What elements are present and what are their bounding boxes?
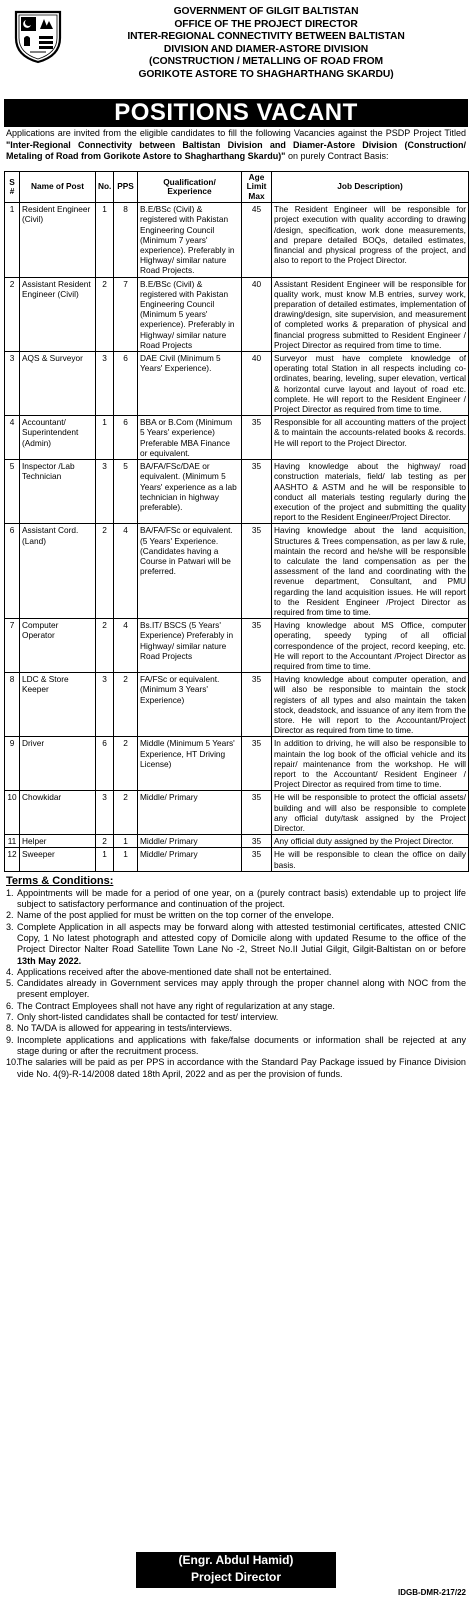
cell-no: 1 (96, 848, 114, 871)
reference-number: IDGB-DMR-217/22 (397, 1588, 466, 1597)
cell-qualification: FA/FSc or equivalent. (Minimum 3 Years' Experience) (138, 673, 242, 737)
cell-sn: 4 (5, 416, 20, 460)
terms-item (6, 1035, 466, 1058)
cell-qualification: BA/FA/FSc or equivalent. (5 Years' Experience. (Candidates having a Course in Patwari will be preferred. (138, 524, 242, 619)
cell-description: Having knowledge about MS Office, computer operating, speedy typing of all official correspondence of the project, record keeping, etc. He will report to the Accountant /Project Director as required from time to time. (272, 619, 469, 673)
cell-no: 3 (96, 460, 114, 524)
cell-qualification: Middle/ Primary (138, 791, 242, 835)
government-emblem-icon (10, 8, 66, 64)
cell-qualification: Middle/ Primary (138, 835, 242, 848)
positions-vacant-banner: POSITIONS VACANT (4, 99, 468, 127)
cell-age: 45 (242, 203, 272, 277)
cell-no: 6 (96, 737, 114, 791)
cell-post: LDC & Store Keeper (20, 673, 96, 737)
header (4, 4, 468, 99)
cell-qualification: Middle/ Primary (138, 848, 242, 871)
cell-post: Accountant/ Superintendent (Admin) (20, 416, 96, 460)
cell-age: 35 (242, 673, 272, 737)
cell-no: 2 (96, 835, 114, 848)
terms-item-number: 9. (6, 1034, 14, 1045)
cell-description: Assistant Resident Engineer will be responsible for quality work, must know M.B entries, survey work, preparation of detailed estimates, implementation of drawing/design, site supervision, and measurement of completed works & preparation of physical and financial progress submitted to Resident Engineer / Project Director as required from time to time. (272, 277, 469, 351)
cell-sn: 1 (5, 203, 20, 277)
cell-age: 40 (242, 352, 272, 416)
cell-post: Inspector /Lab Technician (20, 460, 96, 524)
cell-pps: 8 (114, 203, 138, 277)
positions-table (4, 171, 469, 872)
cell-pps: 6 (114, 416, 138, 460)
col-header-pps: PPS (114, 172, 138, 203)
cell-qualification: B.E/BSc (Civil) & registered with Pakistan Engineering Council (Minimum 7 years' experience). Preferably in Highway/ similar nature Road Projects. (138, 203, 242, 277)
table-row (5, 416, 469, 460)
table-row (5, 203, 469, 277)
cell-post: Resident Engineer (Civil) (20, 203, 96, 277)
cell-qualification: Middle (Minimum 5 Years' Experience, HT Driving License) (138, 737, 242, 791)
header-line: GOVERNMENT OF GILGIT BALTISTAN (173, 6, 359, 17)
cell-post: Chowkidar (20, 791, 96, 835)
cell-age: 35 (242, 737, 272, 791)
header-line: DIVISION AND DIAMER-ASTORE DIVISION (163, 43, 369, 55)
cell-sn: 11 (5, 835, 20, 848)
col-header-sn: S # (5, 172, 20, 203)
col-header-description: Job Description) (272, 172, 469, 203)
cell-sn: 2 (5, 277, 20, 351)
cell-no: 3 (96, 352, 114, 416)
terms-item (6, 1012, 466, 1023)
header-line: INTER-REGIONAL CONNECTIVITY BETWEEN BALTISTAN (127, 31, 405, 43)
terms-item-text: Candidates already in Government services may apply through the proper channel along with NOC from the present employer. (17, 978, 466, 1000)
header-line: OFFICE OF THE PROJECT DIRECTOR (174, 18, 358, 30)
cell-age: 35 (242, 460, 272, 524)
signatory-name: (Engr. Abdul Hamid) (178, 1553, 294, 1567)
cell-description: Having knowledge about the land acquisition, Structures & Trees compensation, as per law & rule, maintain the record and he/she will be responsible to calculate the land compensation as per the assessment of the land and coordinating with the revenue department, Consultant, and PMU regarding the land acquisition issues. He will report to the Resident Engineer /Project Director as required from time to time. (272, 524, 469, 619)
cell-age: 35 (242, 835, 272, 848)
terms-item-text: Appointments will be made for a period of one year, on a (purely contract basis) extendable up to project life subject to satisfactory performance and continuation of the project. (17, 887, 466, 910)
cell-qualification: DAE Civil (Minimum 5 Years' Experience). (138, 352, 242, 416)
cell-age: 35 (242, 416, 272, 460)
table-row (5, 791, 469, 835)
cell-description: Responsible for all accounting matters of the project & to maintain the accounts-related books & records. He will report to the Project Director. (272, 416, 469, 460)
terms-item-number: 3. (6, 921, 14, 932)
terms-title: Terms & Conditions: (6, 874, 114, 887)
table-row (5, 277, 469, 351)
cell-no: 2 (96, 524, 114, 619)
intro-paragraph (4, 127, 468, 171)
cell-post: Assistant Cord. (Land) (20, 524, 96, 619)
cell-pps: 1 (114, 835, 138, 848)
cell-sn: 8 (5, 673, 20, 737)
cell-pps: 6 (114, 352, 138, 416)
header-line: GORIKOTE ASTORE TO SHAGHARTHANG SKARDU) (138, 68, 394, 80)
terms-item-number: 5. (6, 978, 14, 989)
table-row (5, 737, 469, 791)
table-row (5, 835, 469, 848)
cell-qualification: BA/FA/FSc/DAE or equivalent. (Minimum 5 Years' experience as a lab technician in highway preferable). (138, 460, 242, 524)
table-row (5, 619, 469, 673)
deadline-date: 13th May 2022. (17, 955, 82, 966)
cell-description: Having knowledge about computer operation, and will also be responsible to maintain the stock registers of all types and also maintain the taken stock, deadstock, and issuance of any item from the store. He will report to the Accountant/Project Director as required from time to time. (272, 673, 469, 737)
col-header-no: No. (96, 172, 114, 203)
cell-sn: 9 (5, 737, 20, 791)
cell-age: 35 (242, 619, 272, 673)
table-row (5, 673, 469, 737)
cell-sn: 5 (5, 460, 20, 524)
cell-qualification: B.E/BSc (Civil) & registered with Pakistan Engineering Council (Minimum 5 years' experience). Preferably in Highway/ similar nature Road Projects (138, 277, 242, 351)
cell-post: Assistant Resident Engineer (Civil) (20, 277, 96, 351)
cell-description: The Resident Engineer will be responsible for project execution with quality according to drawing /design, specification, work done measurements, and prepare detailed BOQs, detailed estimates, financial and physical progress of the project, and also to report to the Project Director. (272, 203, 469, 277)
terms-item (6, 888, 466, 911)
cell-sn: 3 (5, 352, 20, 416)
cell-age: 35 (242, 848, 272, 871)
table-row (5, 524, 469, 619)
signatory-title: Project Director (190, 1570, 282, 1584)
terms-item (6, 967, 466, 978)
cell-description: Any official duty assigned by the Project Director. (272, 835, 469, 848)
terms-item-text: Name of the post applied for must be written on the top corner of the envelope. (17, 910, 334, 921)
cell-sn: 6 (5, 524, 20, 619)
cell-qualification: Bs.IT/ BSCS (5 Years' Experience) Preferably in Highway/ similar nature Road Projects (138, 619, 242, 673)
cell-pps: 7 (114, 277, 138, 351)
cell-pps: 2 (114, 673, 138, 737)
cell-age: 40 (242, 277, 272, 351)
terms-item-number: 8. (6, 1023, 14, 1034)
col-header-post: Name of Post (20, 172, 96, 203)
cell-no: 2 (96, 619, 114, 673)
cell-post: Computer Operator (20, 619, 96, 673)
cell-post: Helper (20, 835, 96, 848)
cell-sn: 12 (5, 848, 20, 871)
terms-item-text: Complete Application in all aspects may be forward along with attested testimonial certificates, attested CNIC Copy, 1 No latest photograph and attested copy of Domicile along with updated Resume to the office of the Project Director Nalter Road Satellite Town Lane No -2, Street No.II Jutial Gilgit, Gilgit-Baltistan on or before (17, 921, 466, 955)
signature-block (136, 1552, 336, 1588)
terms-item-number: 1. (6, 887, 14, 898)
cell-description: Having knowledge about the highway/ road construction materials, field/ lab testing as per AASHTO & ASTM and he will be responsible to conduct all materials testing regularly during the execution of the project and submitting the quality report to the Resident Engineer/Project Director. (272, 460, 469, 524)
terms-item (6, 1001, 466, 1012)
col-header-qualification: Qualification/ Experience (138, 172, 242, 203)
cell-age: 35 (242, 791, 272, 835)
cell-pps: 2 (114, 737, 138, 791)
cell-no: 1 (96, 416, 114, 460)
cell-sn: 10 (5, 791, 20, 835)
terms-item-text: The Contract Employees shall not have any right of regularization at any stage. (17, 1000, 335, 1011)
intro-text-end: on purely Contract Basis: (285, 151, 389, 162)
table-row (5, 848, 469, 871)
terms-list (6, 888, 466, 1080)
cell-post: Driver (20, 737, 96, 791)
cell-description: He will be responsible to clean the office on daily basis. (272, 848, 469, 871)
cell-no: 2 (96, 277, 114, 351)
cell-no: 3 (96, 673, 114, 737)
terms-section (4, 872, 468, 1080)
terms-item (6, 978, 466, 1001)
cell-age: 35 (242, 524, 272, 619)
table-header-row (5, 172, 469, 203)
terms-item-text: No TA/DA is allowed for appearing in tests/interviews. (17, 1023, 232, 1034)
terms-item-number: 2. (6, 910, 14, 921)
terms-item-number: 10. (6, 1057, 19, 1068)
table-row (5, 352, 469, 416)
terms-item-number: 7. (6, 1012, 14, 1023)
terms-item-text: Only short-listed candidates shall be contacted for test/ interview. (17, 1012, 279, 1023)
cell-no: 1 (96, 203, 114, 277)
terms-item-number: 4. (6, 966, 14, 977)
advertisement-page (4, 4, 468, 1597)
header-title (64, 6, 468, 82)
cell-description: He will be responsible to protect the official assets/ building and will also be responsible to complete any official duty/task assigned by the Project Director. (272, 791, 469, 835)
cell-pps: 4 (114, 524, 138, 619)
cell-post: Sweeper (20, 848, 96, 871)
cell-pps: 1 (114, 848, 138, 871)
header-line: (CONSTRUCTION / METALLING OF ROAD FROM (149, 56, 383, 68)
terms-item (6, 1023, 466, 1034)
terms-item (6, 910, 466, 921)
project-title: "Inter-Regional Connectivity between Baltistan Division and Diamer-Astore Division (Construction/ Metaling of Road from Gorikote Astore to Shagharthang Skardu)" (6, 139, 466, 162)
cell-pps: 2 (114, 791, 138, 835)
terms-item-text: The salaries will be paid as per PPS in accordance with the Standard Pay Package issued by Finance Division vide No. 4(9)-R-14/2008 dated 18th April, 2022 and as per the provision of funds. (17, 1057, 466, 1079)
terms-item-number: 6. (6, 1000, 14, 1011)
cell-pps: 4 (114, 619, 138, 673)
cell-description: Surveyor must have complete knowledge of operating total Station in all respects including co-ordinates, bearing, leveling, super elevation, vertical & horizontal curve layout and layout of road etc. complete. He will report to the Resident Engineer / Project Director as required from time to time. (272, 352, 469, 416)
terms-item-text: Incomplete applications and applications with fake/false documents or information shall be rejected at any stage during or after the recruitment process. (17, 1034, 466, 1056)
cell-post: AQS & Surveyor (20, 352, 96, 416)
col-header-age: Age Limit Max (242, 172, 272, 203)
cell-description: In addition to driving, he will also be responsible to maintain the log book of the official vehicle and its repair/ maintenance from the workshop. He will report to the Accountant/ Resident Engineer / Project Director as required from time to time. (272, 737, 469, 791)
cell-sn: 7 (5, 619, 20, 673)
intro-text: Applications are invited from the eligible candidates to fill the following Vacancies against the PSDP Project Titled (6, 128, 466, 138)
terms-item (6, 922, 466, 967)
cell-pps: 5 (114, 460, 138, 524)
cell-no: 3 (96, 791, 114, 835)
terms-item (6, 1057, 466, 1080)
table-row (5, 460, 469, 524)
cell-qualification: BBA or B.Com (Minimum 5 Years' experience) Preferable MBA Finance or equivalent. (138, 416, 242, 460)
terms-item-text: Applications received after the above-mentioned date shall not be entertained. (17, 966, 332, 977)
